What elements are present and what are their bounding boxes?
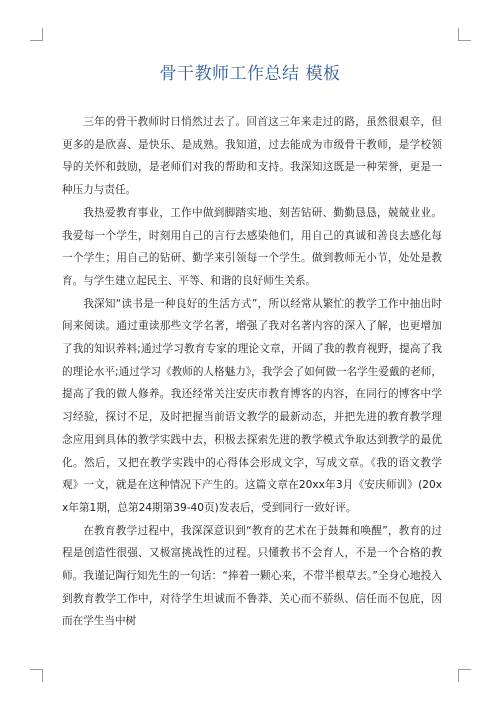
- crop-mark-top-left: [30, 28, 43, 41]
- crop-mark-top-right: [458, 28, 471, 41]
- crop-mark-bottom-right: [458, 669, 471, 682]
- paragraph: 在教育教学过程中，我深深意识到“教育的艺术在于鼓舞和唤醒”，教育的过程是创造性很强、又极富挑战性的过程。只懂教书不会育人，不是一个合格的教师。我谨记陶行知先生的一句话：“捧着一颗心来，不带半根草去。”全身心地投入到教育教学工作中，对待学生坦诚而不鲁莽、关心而不骄纵、信任而不包庇，因而在学生当中树: [62, 524, 442, 628]
- paragraph: 我热爱教育事业，工作中做到脚踏实地、刻苦钻研、勤勤恳恳，兢兢业业。我爱每一个学生，时刻用自己的言行去感染他们，用自己的真诚和善良去感化每一个学生；用自己的钻研、勤学来引领每一个学生。做到教师无小节，处处是教育。与学生建立起民主、平等、和谐的良好师生关系。: [62, 206, 442, 287]
- document-title: 骨干教师工作总结 模板: [159, 64, 341, 84]
- paragraph: 我深知“读书是一种良好的生活方式”，所以经常从繁忙的教学工作中抽出时间来阅读。通过重读那些文学名著，增强了我对名著内容的深入了解，也更增加了我的知识养料;通过学习教育专家的理论文章，开阔了我的教育视野，提高了我的理论水平;通过学习《教师的人格魅力》，我学会了如何做一名学生爱戴的老师，提高了我的做人修养。我还经常关注安庆市教育博客的内容，在同行的博客中学习经验，探讨不足，及时把握当前语文教学的最新动态，并把先进的教育教学理念应用到具体的教学实践中去，积极去探索先进的教学模式争取达到教学的最优化。然后，又把在教学实践中的心得体会形成文字，写成文章。《我的语文教学观》一文，就是在这种情况下产生的。这篇文章在20xx年3月《安庆师训》(20xx年第1期，总第24期第39-40页)发表后，受到同行一致好评。: [62, 297, 442, 514]
- paragraph: 三年的骨干教师时日悄然过去了。回首这三年来走过的路，虽然很艰辛，但更多的是欣喜、是快乐、是成熟。我知道，过去能成为市级骨干教师，是学校领导的关怀和鼓励，是老师们对我的帮助和支持。我深知这既是一种荣誉，更是一种压力与责任。: [62, 116, 442, 197]
- crop-mark-bottom-left: [30, 669, 43, 682]
- document-body: [62, 111, 442, 633]
